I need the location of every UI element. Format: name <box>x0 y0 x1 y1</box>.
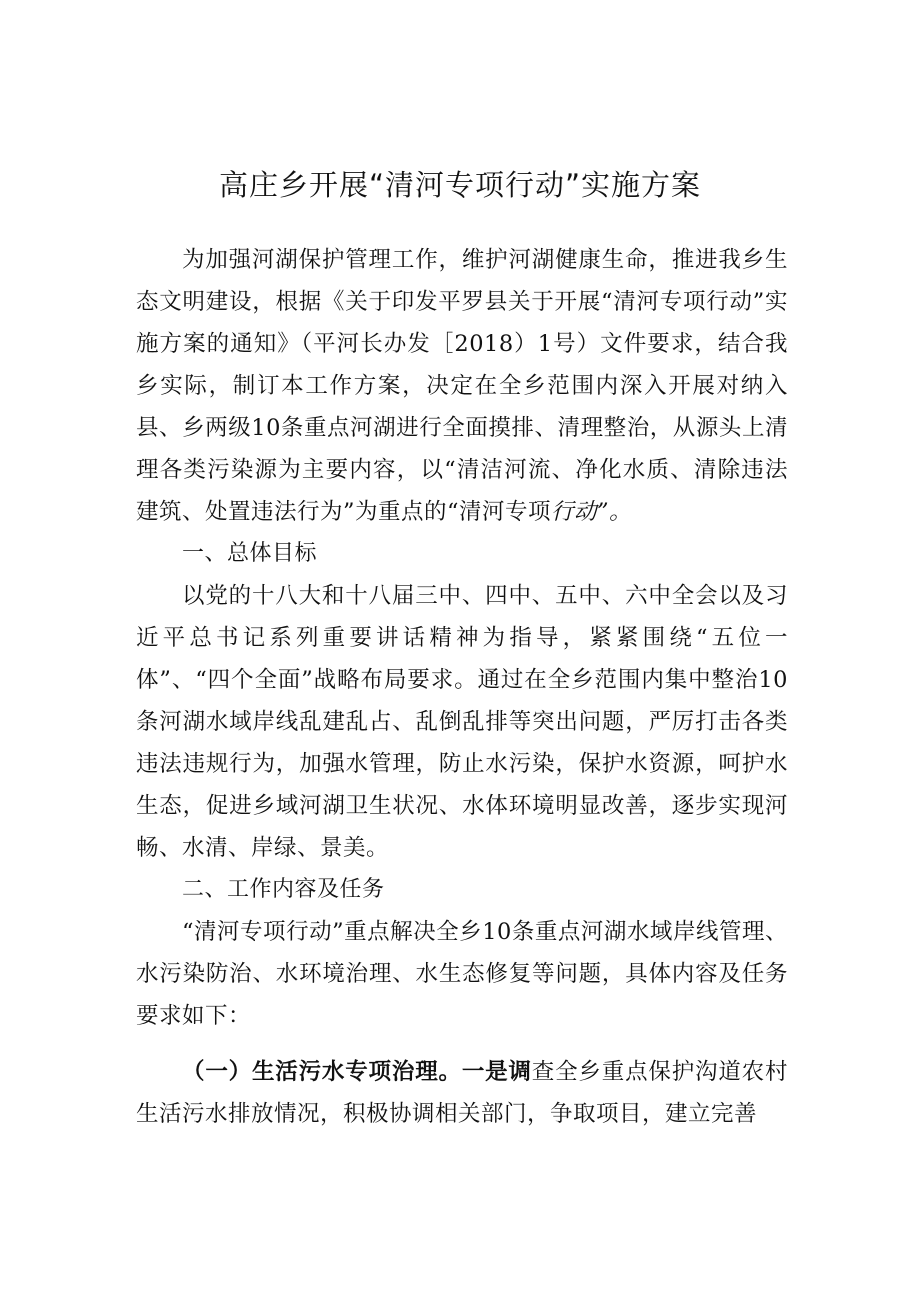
item-text: 查全乡重点保护沟道农村生活污水排放情况，积极协调相关部门，争取项目，建立完善 <box>136 1059 788 1127</box>
section-paragraph-work-content: “清河专项行动”重点解决全乡10条重点河湖水域岸线管理、水污染防治、水环境治理、水生态修复等问题，具体内容及任务要求如下： <box>136 919 788 1029</box>
document-title: 高庄乡开展“清河专项行动”实施方案 <box>218 168 702 202</box>
section-heading-work-content: 二、工作内容及任务 <box>182 877 385 902</box>
intro-text: 为加强河湖保护管理工作，维护河湖健康生命，推进我乡生态文明建设，根据《关于印发平罗县关于开展“清河专项行动”实施方案的通知》（平河长办发［2018）1号）文件要求，结合我乡实际，制订本工作方案，决定在全乡范围内深入开展对纳入县、乡两级10条重点河湖进行全面摸排、清理整治，从源头上清理各类污染源为主要内容，以“清洁河流、净化水质、清除违法建筑、处置违法行为”为重点的“清河专项 <box>136 247 788 525</box>
document-body <box>136 239 788 1135</box>
intro-text-italic-tail: 行动”。 <box>551 499 633 525</box>
section-paragraph-overall-goals: 以党的十八大和十八届三中、四中、五中、六中全会以及习近平总书记系列重要讲话精神为指导，紧紧围绕“五位一体”、“四个全面”战略布局要求。通过在全乡范围内集中整治10条河湖水域岸线乱建乱占、乱倒乱排等突出问题，严厉打击各类违法违规行为，加强水管理，防止水污染，保护水资源，呵护水生态，促进乡域河湖卫生状况、水体环境明显改善，逐步实现河畅、水清、岸绿、景美。 <box>136 583 788 861</box>
item-paragraph-sewage-treatment <box>136 1051 788 1135</box>
section-heading-overall-goals: 一、总体目标 <box>182 541 318 566</box>
intro-paragraph <box>136 239 788 533</box>
item-bold-lead: （一）生活污水专项治理。一是调 <box>182 1059 532 1085</box>
